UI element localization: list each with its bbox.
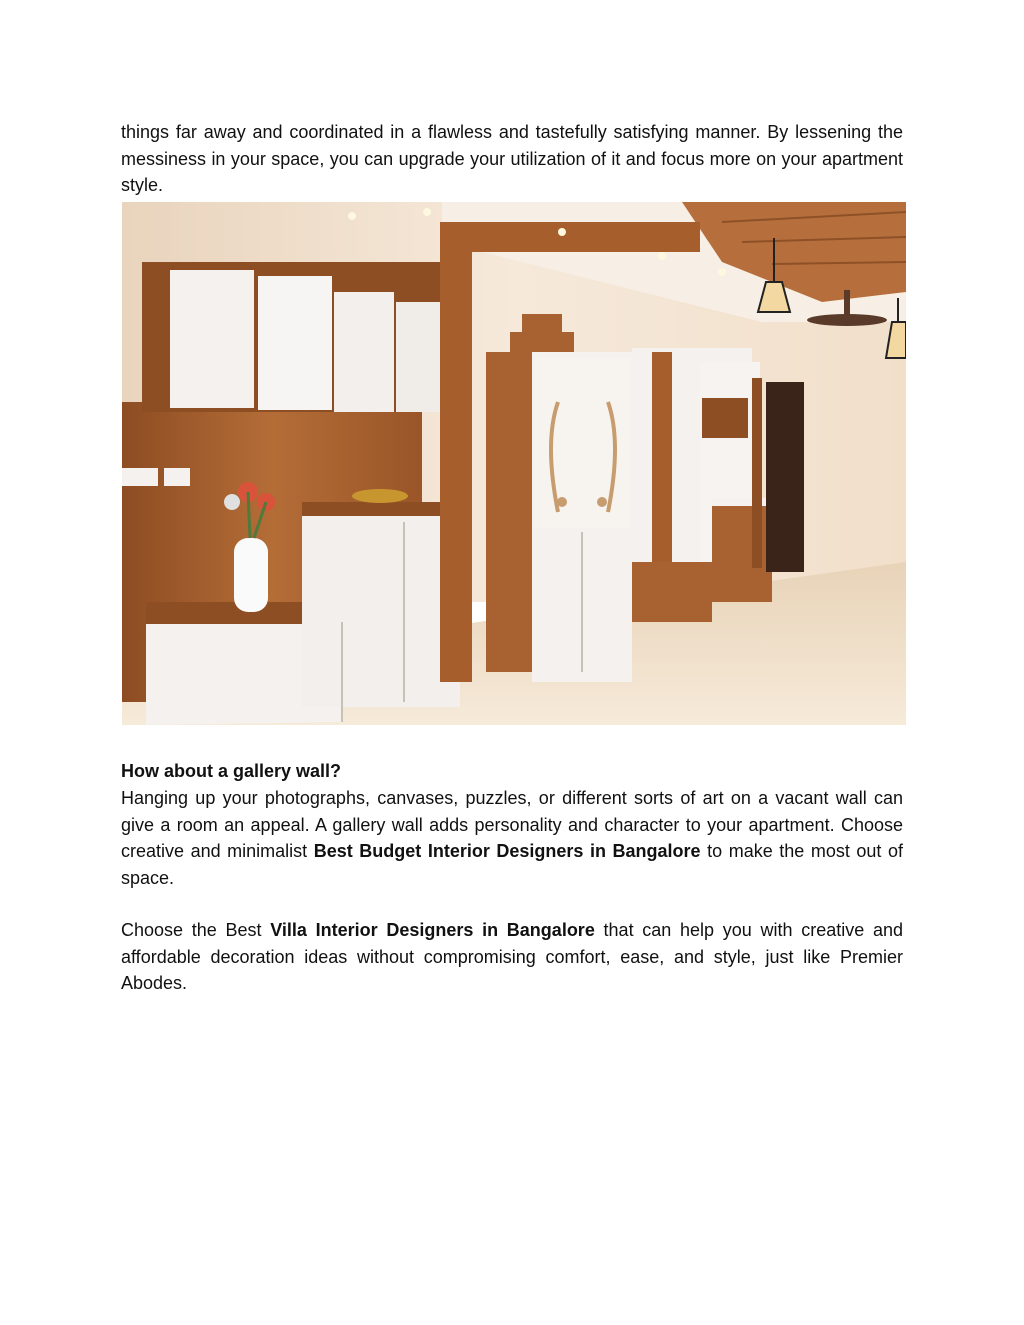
gallery-text-before: Hanging up your photographs, canvases, puzzles, or different sorts of art on a vacant wall can give a room an appeal. A gallery wall adds personality and character to your apartment. Choose creative and minimalist xyxy=(121,788,903,861)
closing-text-after: that can help you with creative and affordable decoration ideas without compromising comfort, ease, and style, just like Premier Abodes. xyxy=(121,920,903,993)
closing-paragraph xyxy=(121,917,903,997)
intro-paragraph: things far away and coordinated in a flawless and tastefully satisfying manner. By lessening the messiness in your space, you can upgrade your utilization of it and focus more on your apartment style. xyxy=(121,122,903,195)
interior-photo xyxy=(122,202,906,725)
gallery-paragraph xyxy=(121,785,903,891)
budget-designers-link-text: Best Budget Interior Designers in Bangalore xyxy=(313,841,701,861)
closing-text-before: Choose the Best xyxy=(121,920,271,940)
villa-designers-link-text: Villa Interior Designers in Bangalore xyxy=(270,920,595,940)
gallery-text-after: to make the most out of space. xyxy=(121,841,903,888)
gallery-heading: How about a gallery wall? xyxy=(121,761,342,781)
